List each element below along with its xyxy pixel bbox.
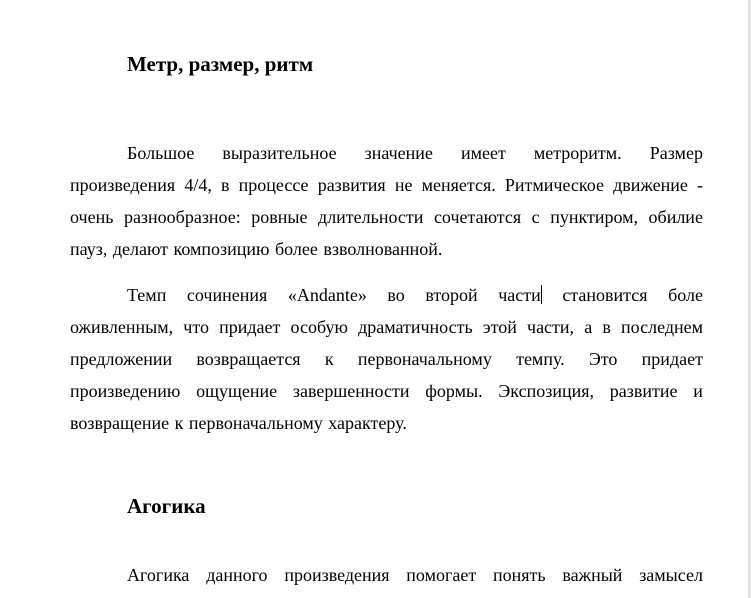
section-heading-agogics: Агогика xyxy=(127,494,206,518)
word-with-cursor xyxy=(498,279,542,311)
word: части, xyxy=(527,317,575,337)
paragraph-line xyxy=(70,279,703,311)
paragraph-agogics[interactable] xyxy=(70,559,703,591)
word: возвращается xyxy=(196,349,301,369)
word: придает xyxy=(219,317,281,337)
word: выразительное xyxy=(222,143,337,163)
word: развитие xyxy=(609,381,678,401)
word: понять xyxy=(492,565,546,585)
paragraph-line xyxy=(70,343,703,375)
word: обилие xyxy=(648,207,703,227)
word: придает xyxy=(641,349,703,369)
word: разнообразное: xyxy=(123,207,241,227)
word: что xyxy=(183,317,209,337)
word: этой xyxy=(482,317,517,337)
word: предложении xyxy=(70,349,173,369)
word: боле xyxy=(668,285,703,305)
word: в xyxy=(602,317,611,337)
word: к xyxy=(324,349,334,369)
word: длительности xyxy=(318,207,424,227)
word: не xyxy=(394,175,413,195)
word: Большое xyxy=(127,143,195,163)
word: важный xyxy=(562,565,623,585)
word: во xyxy=(387,285,405,305)
word: пунктиром, xyxy=(550,207,639,227)
word: очень xyxy=(70,207,114,227)
word: Размер xyxy=(649,143,703,163)
word: становится xyxy=(562,285,648,305)
word: - xyxy=(696,175,703,195)
word: имеет xyxy=(460,143,506,163)
word: а xyxy=(584,317,593,337)
paragraph-line xyxy=(70,375,703,407)
word: замысел xyxy=(639,565,703,585)
word: оживленным, xyxy=(70,317,174,337)
word: движение xyxy=(613,175,688,195)
word: 4/4, xyxy=(184,175,212,195)
word: Это xyxy=(588,349,618,369)
word: с xyxy=(531,207,540,227)
word: меняется. xyxy=(421,175,496,195)
paragraph-meter-rhythm[interactable] xyxy=(70,137,703,265)
word: Экспозиция, xyxy=(498,381,594,401)
paragraph-line: пауз, делают композицию более взволнованной. xyxy=(70,239,443,259)
paragraph-tempo[interactable] xyxy=(70,279,703,439)
word: процессе xyxy=(238,175,309,195)
word: помогает xyxy=(406,565,477,585)
paragraph-line xyxy=(70,137,703,169)
paragraph-line xyxy=(70,311,703,343)
word: формы. xyxy=(425,381,483,401)
word: и xyxy=(693,381,703,401)
word: части xyxy=(498,285,541,305)
text-cursor xyxy=(541,285,542,304)
word: первоначальному xyxy=(357,349,492,369)
paragraph-line: возвращение к первоначальному характеру. xyxy=(70,413,407,433)
word: данного xyxy=(206,565,268,585)
word: Темп xyxy=(127,285,167,305)
word: «Andante» xyxy=(287,285,367,305)
paragraph-line xyxy=(70,559,703,591)
word: драматичность xyxy=(358,317,473,337)
word: Ритмическое xyxy=(504,175,604,195)
word: развития xyxy=(317,175,386,195)
word: ощущение xyxy=(196,381,278,401)
word: сочинения xyxy=(186,285,268,305)
word: ровные xyxy=(251,207,308,227)
word: метроритм. xyxy=(533,143,622,163)
word: значение xyxy=(364,143,433,163)
word: произведения xyxy=(70,175,176,195)
word: в xyxy=(221,175,230,195)
word: последнем xyxy=(621,317,703,337)
word: особую xyxy=(290,317,348,337)
section-heading-meter: Метр, размер, ритм xyxy=(127,52,314,76)
word: произведения xyxy=(284,565,390,585)
word: сочетаются xyxy=(433,207,522,227)
word: Агогика xyxy=(127,565,190,585)
word: произведению xyxy=(70,381,181,401)
word: второй xyxy=(425,285,478,305)
word: завершенности xyxy=(292,381,410,401)
paragraph-line xyxy=(70,169,703,201)
paragraph-line xyxy=(70,201,703,233)
word: темпу. xyxy=(516,349,565,369)
